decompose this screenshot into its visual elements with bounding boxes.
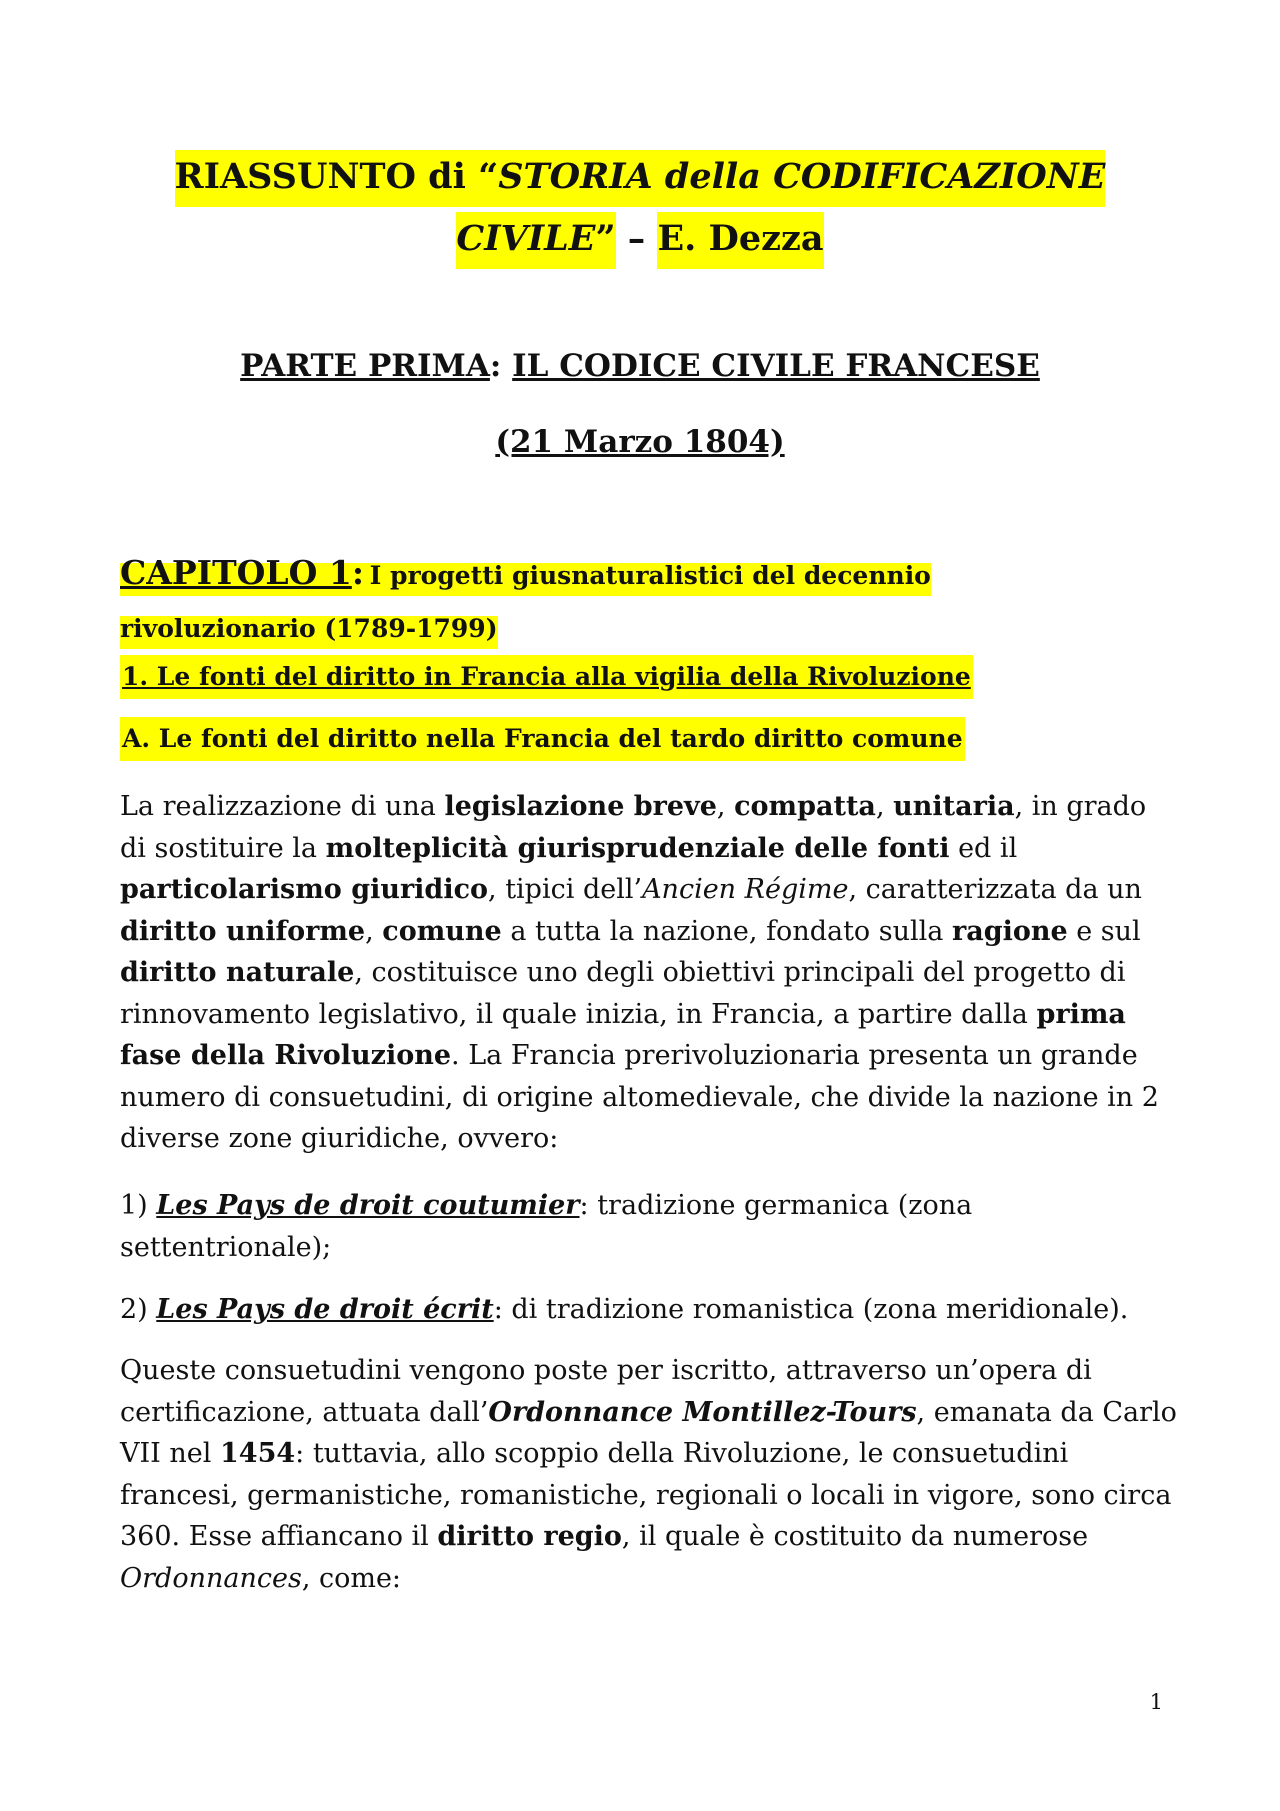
section-1-title: 1. Le fonti del diritto in Francia alla vigilia della Rivoluzione: [120, 655, 973, 699]
section-heading-a: [120, 724, 965, 753]
chapter-heading: [120, 548, 1000, 657]
part-date: [160, 424, 1120, 460]
part-name: IL CODICE CIVILE FRANCESE: [512, 348, 1040, 384]
part-heading: [160, 348, 1120, 384]
title-dash: –: [615, 218, 658, 259]
part-colon: :: [489, 348, 502, 384]
part-label: PARTE PRIMA: [240, 348, 490, 384]
section-heading-1: [120, 662, 973, 691]
title-author: E. Dezza: [657, 212, 823, 269]
paragraph-intro: La realizzazione di una legislazione breve, compatta, unitaria, in grado di sostituire la molteplicità giurisprudenziale delle fonti ed il particolarismo giuridico, tipici dell’Ancien Régime, caratterizzata da un diritto uniforme, comune a tutta la nazione, fondato sulla ragione e sul diritto naturale, costituisce uno degli obiettivi principali del progetto di rinnovamento legislativo, il quale inizia, in Francia, a partire dalla prima fase della Rivoluzione. La Francia prerivoluzionaria presenta un grande numero di consuetudini, di origine altomedievale, che divide la nazione in 2 diverse zone giuridiche, ovvero:: [120, 791, 1159, 1154]
title-book-name: STORIA della CODIFICAZIONE: [498, 156, 1106, 197]
page-number: 1: [1149, 1690, 1163, 1714]
list-item-1-term: Les Pays de droit coutumier: [156, 1190, 580, 1221]
paragraph-consuetudini: Queste consuetudini vengono poste per iscritto, attraverso un’opera di certificazione, attuata dall’Ordonnance Montillez-Tours, emanata da Carlo VII nel 1454: tuttavia, allo scoppio della Rivoluzione, le consuetudini francesi, germanistiche, romanistiche, regionali o locali in vigore, sono circa 360. Esse affiancano il diritto regio, il quale è costituito da numerose Ordonnances, come:: [120, 1355, 1177, 1594]
part-date-text: (21 Marzo 1804): [495, 424, 785, 460]
chapter-title: I progetti giusnaturalistici del decennio rivoluzionario (1789-1799): [120, 561, 931, 643]
title-close-quote: ”: [595, 218, 616, 259]
list-item-2-term: Les Pays de droit écrit: [156, 1294, 494, 1325]
section-a-title: A. Le fonti del diritto nella Francia del tardo diritto comune: [120, 717, 965, 761]
title-book-name-end: CIVILE: [456, 218, 596, 259]
list-item-1: 1) Les Pays de droit coutumier: tradizione germanica (zona settentrionale);: [120, 1190, 973, 1263]
list-item-2: 2) Les Pays de droit écrit: di tradizione romanistica (zona meridionale).: [120, 1294, 1129, 1325]
chapter-colon: :: [351, 553, 365, 592]
title-prefix: RIASSUNTO di “: [174, 156, 499, 197]
document-title: [160, 146, 1120, 270]
chapter-label: CAPITOLO 1: [120, 553, 352, 592]
